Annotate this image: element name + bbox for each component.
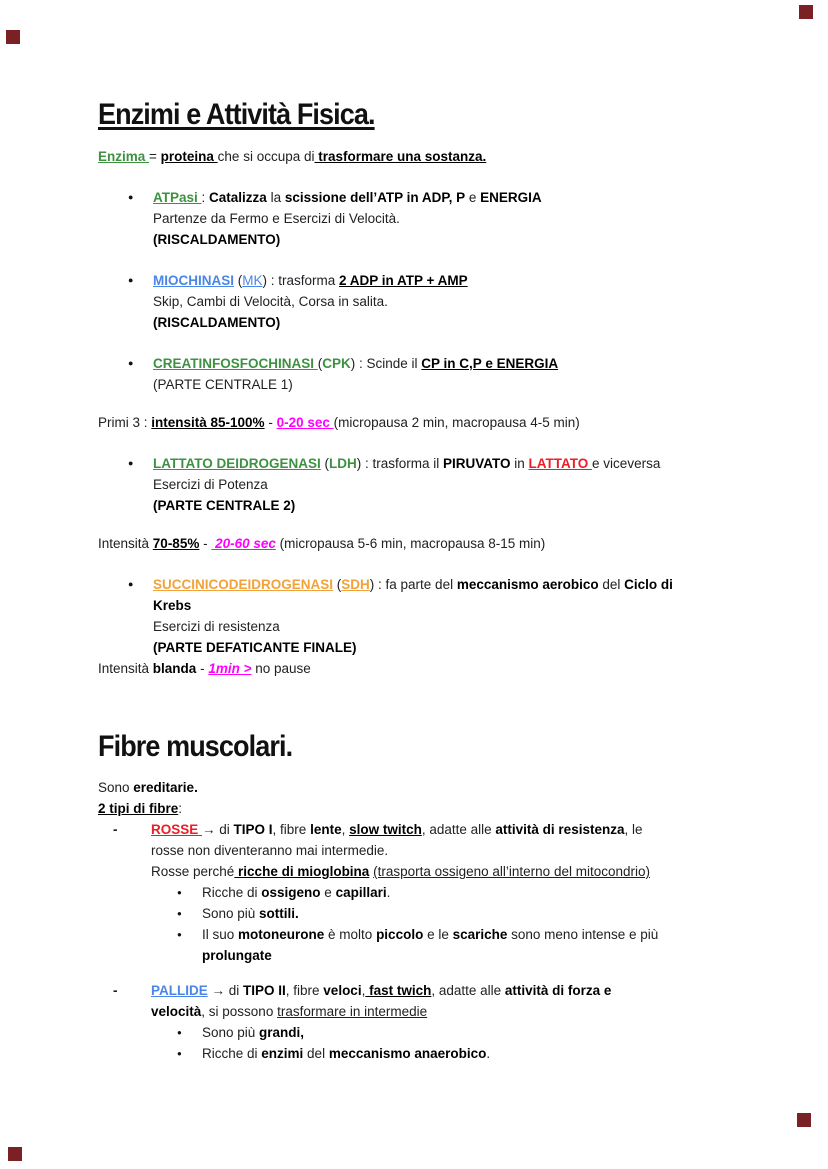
text-run: (micropausa 2 min, macropausa 4-5 min) (333, 415, 580, 430)
text-run: la (266, 190, 285, 205)
text-run: 1min > (208, 661, 252, 676)
text-run: . (486, 1046, 491, 1061)
text-run: Primi 3 : (98, 415, 152, 430)
text-run: , adatte alle (431, 983, 505, 998)
text-run: Ciclo di (624, 577, 673, 592)
text-run: , le (624, 822, 643, 837)
text-run: LATTATO (528, 456, 593, 471)
sub-bullet-icon: ● (177, 930, 182, 939)
document-content (98, 97, 748, 1064)
text-line (151, 980, 748, 1001)
enzyme-item-atpasi (98, 187, 748, 250)
text-run: scariche (452, 927, 508, 942)
text-run: ) : trasforma (262, 273, 340, 288)
text-run: : (178, 801, 183, 816)
bullet-icon: ● (128, 458, 134, 468)
bullet-icon: ● (128, 192, 134, 202)
section-title-text: Fibre muscolari. (98, 730, 293, 763)
sub-bullet-icon: ● (177, 1028, 182, 1037)
text-run: piccolo (376, 927, 424, 942)
dash-icon: - (113, 983, 118, 998)
text-line (153, 229, 748, 250)
text-run: (PARTE CENTRALE 2) (153, 498, 296, 513)
text-line (153, 187, 748, 208)
corner-mark-icon (6, 30, 20, 44)
text-line (153, 208, 748, 229)
text-run: Catalizza (209, 190, 267, 205)
section-title-fibre (98, 729, 748, 765)
sub-item-sottili (151, 903, 748, 924)
text-run: scissione dell’ATP in ADP, P (284, 190, 466, 205)
enzyme-item-creatinfosfochinasi (98, 353, 748, 395)
text-line (151, 840, 748, 861)
text-run: 20-60 sec (211, 536, 276, 551)
text-run: Intensità (98, 536, 153, 551)
text-line (153, 474, 748, 495)
text-line (153, 270, 748, 291)
text-line (153, 374, 748, 395)
text-run: 2 tipi di fibre (98, 801, 179, 816)
text-run: ATPasi (153, 190, 202, 205)
text-line (153, 495, 748, 516)
text-run: in (510, 456, 529, 471)
text-run: ROSSE (151, 822, 203, 837)
text-run: capillari (335, 885, 387, 900)
text-line (202, 945, 748, 966)
text-run: Ricche di (202, 1046, 262, 1061)
text-line (153, 312, 748, 333)
text-line (151, 1001, 748, 1022)
text-run: ENERGIA (480, 190, 542, 205)
text-run: Esercizi di resistenza (153, 619, 280, 634)
fibre-item-pallide (98, 980, 748, 1064)
text-run: ) : Scinde il (350, 356, 422, 371)
text-line (202, 903, 748, 924)
sub-bullet-icon: ● (177, 888, 182, 897)
sub-item-enzimi (151, 1043, 748, 1064)
text-run: attività di forza e (504, 983, 612, 998)
text-run: , si possono (201, 1004, 278, 1019)
text-run: motoneurone (238, 927, 325, 942)
text-run: Esercizi di Potenza (153, 477, 268, 492)
text-run: del (598, 577, 625, 592)
enzyme-item-succinicodeidrogenasi (98, 574, 748, 658)
text-run: sottili. (259, 906, 299, 921)
text-run: trasformare in intermedie (277, 1004, 428, 1019)
text-run: Sono più (202, 906, 260, 921)
text-line (202, 1022, 748, 1043)
text-line (151, 861, 748, 882)
corner-mark-icon (8, 1147, 22, 1161)
text-line (153, 637, 748, 658)
text-run: (micropausa 5-6 min, macropausa 8-15 min) (275, 536, 546, 551)
text-run: rosse non diventeranno mai intermedie. (151, 843, 389, 858)
text-run: CPK (322, 356, 351, 371)
text-run: , fibre (272, 822, 311, 837)
sub-bullet-icon: ● (177, 909, 182, 918)
text-run: - (199, 536, 212, 551)
text-run: CREATINFOSFOCHINASI (153, 356, 318, 371)
text-run: SDH (341, 577, 370, 592)
line-ereditarie (98, 777, 748, 798)
text-run: - (264, 415, 277, 430)
text-run: MIOCHINASI (153, 273, 234, 288)
text-run: velocità (151, 1004, 202, 1019)
text-run: Il suo (202, 927, 239, 942)
text-run: Partenze da Fermo e Esercizi di Velocità. (153, 211, 400, 226)
line-2-tipi-di-fibre (98, 798, 748, 819)
text-run: (RISCALDAMENTO) (153, 315, 281, 330)
text-run: = (149, 149, 161, 164)
text-run: MK (242, 273, 263, 288)
fibre-item-rosse (98, 819, 748, 966)
text-run: → di (202, 822, 234, 837)
text-run: intensità 85-100% (151, 415, 265, 430)
text-run: Krebs (153, 598, 192, 613)
text-run: attività di resistenza (495, 822, 625, 837)
text-run: e (465, 190, 481, 205)
text-run: 0-20 sec (276, 415, 334, 430)
para-intensita-70-85 (98, 533, 748, 554)
bullet-icon: ● (128, 358, 134, 368)
text-run: blanda (152, 661, 197, 676)
page-title-text: Enzimi e Attività Fisica. (98, 98, 375, 131)
text-run: ) : trasforma il (356, 456, 444, 471)
text-run: ricche di mioglobina (234, 864, 370, 879)
text-run: , adatte alle (421, 822, 496, 837)
text-run: (RISCALDAMENTO) (153, 232, 281, 247)
para-intensita-blanda (98, 658, 748, 679)
page-title (98, 97, 748, 133)
text-run: , fibre (285, 983, 324, 998)
text-run: ( (317, 356, 323, 371)
text-run: meccanismo aerobico (456, 577, 599, 592)
text-run: ereditarie. (133, 780, 198, 795)
text-run: Rosse perché (151, 864, 235, 879)
text-run: (PARTE CENTRALE 1) (153, 377, 293, 392)
text-run: ) : fa parte del (369, 577, 457, 592)
text-run: è molto (324, 927, 377, 942)
text-run: ( (320, 456, 329, 471)
text-run: meccanismo anaerobico (328, 1046, 487, 1061)
text-line (153, 453, 748, 474)
sub-item-motoneurone (151, 924, 748, 966)
text-run: TIPO II (243, 983, 286, 998)
enzyme-item-miochinasi (98, 270, 748, 333)
text-run: SUCCINICODEIDROGENASI (153, 577, 334, 592)
text-run: e viceversa (592, 456, 661, 471)
text-run: (PARTE DEFATICANTE FINALE) (153, 640, 357, 655)
text-run: fast twich (365, 983, 432, 998)
text-run: ( (333, 577, 342, 592)
text-run: che si occupa di (217, 149, 315, 164)
text-run: del (303, 1046, 329, 1061)
text-run: e le (423, 927, 453, 942)
text-run: CP in C,P e ENERGIA (421, 356, 559, 371)
text-run: e (320, 885, 336, 900)
text-run: Intensità (98, 661, 153, 676)
text-run: LDH (329, 456, 357, 471)
text-line (202, 924, 748, 945)
text-run: sono meno intense e più (507, 927, 659, 942)
text-run: . (386, 885, 391, 900)
para-primi-3 (98, 412, 748, 433)
text-run: : (201, 190, 210, 205)
bullet-icon: ● (128, 579, 134, 589)
sub-item-grandi (151, 1022, 748, 1043)
sub-bullet-icon: ● (177, 1049, 182, 1058)
text-run: PIRUVATO (443, 456, 511, 471)
text-run: prolungate (202, 948, 272, 963)
text-run: Sono (98, 780, 134, 795)
text-run: enzimi (261, 1046, 304, 1061)
text-run: PALLIDE (151, 983, 208, 998)
text-run: veloci (323, 983, 362, 998)
sub-item-ossigeno-capillari (151, 882, 748, 903)
text-run: Sono più (202, 1025, 260, 1040)
text-run: Ricche di (202, 885, 262, 900)
text-run: 2 ADP in ATP + AMP (339, 273, 468, 288)
text-run: grandi, (259, 1025, 305, 1040)
text-run: lente (310, 822, 342, 837)
text-run: → di (207, 983, 244, 998)
text-run: no pause (251, 661, 311, 676)
corner-mark-icon (797, 1113, 811, 1127)
text-line (153, 616, 748, 637)
dash-icon: - (113, 822, 118, 837)
text-line (153, 353, 748, 374)
text-run: slow twitch (349, 822, 422, 837)
text-run: ( (234, 273, 243, 288)
text-run: Enzima (98, 149, 150, 164)
text-line (153, 574, 748, 595)
text-line (202, 1043, 748, 1064)
text-line (202, 882, 748, 903)
text-run: TIPO I (233, 822, 273, 837)
text-run: (trasporta ossigeno all’interno del mitocondrio) (373, 864, 650, 879)
text-run: Skip, Cambi di Velocità, Corsa in salita. (153, 294, 388, 309)
text-run: - (196, 661, 209, 676)
text-run: trasformare una sostanza. (314, 149, 487, 164)
text-run: , (361, 983, 366, 998)
corner-mark-icon (799, 5, 813, 19)
intro-line (98, 146, 748, 167)
bullet-icon: ● (128, 275, 134, 285)
text-line (153, 291, 748, 312)
enzyme-item-lattato-deidrogenasi (98, 453, 748, 516)
text-run: 70-85% (152, 536, 200, 551)
text-run: LATTATO DEIDROGENASI (153, 456, 321, 471)
text-run: , (341, 822, 350, 837)
text-line (151, 819, 748, 840)
text-run: ossigeno (261, 885, 321, 900)
text-run: proteina (160, 149, 218, 164)
text-line (153, 595, 748, 616)
